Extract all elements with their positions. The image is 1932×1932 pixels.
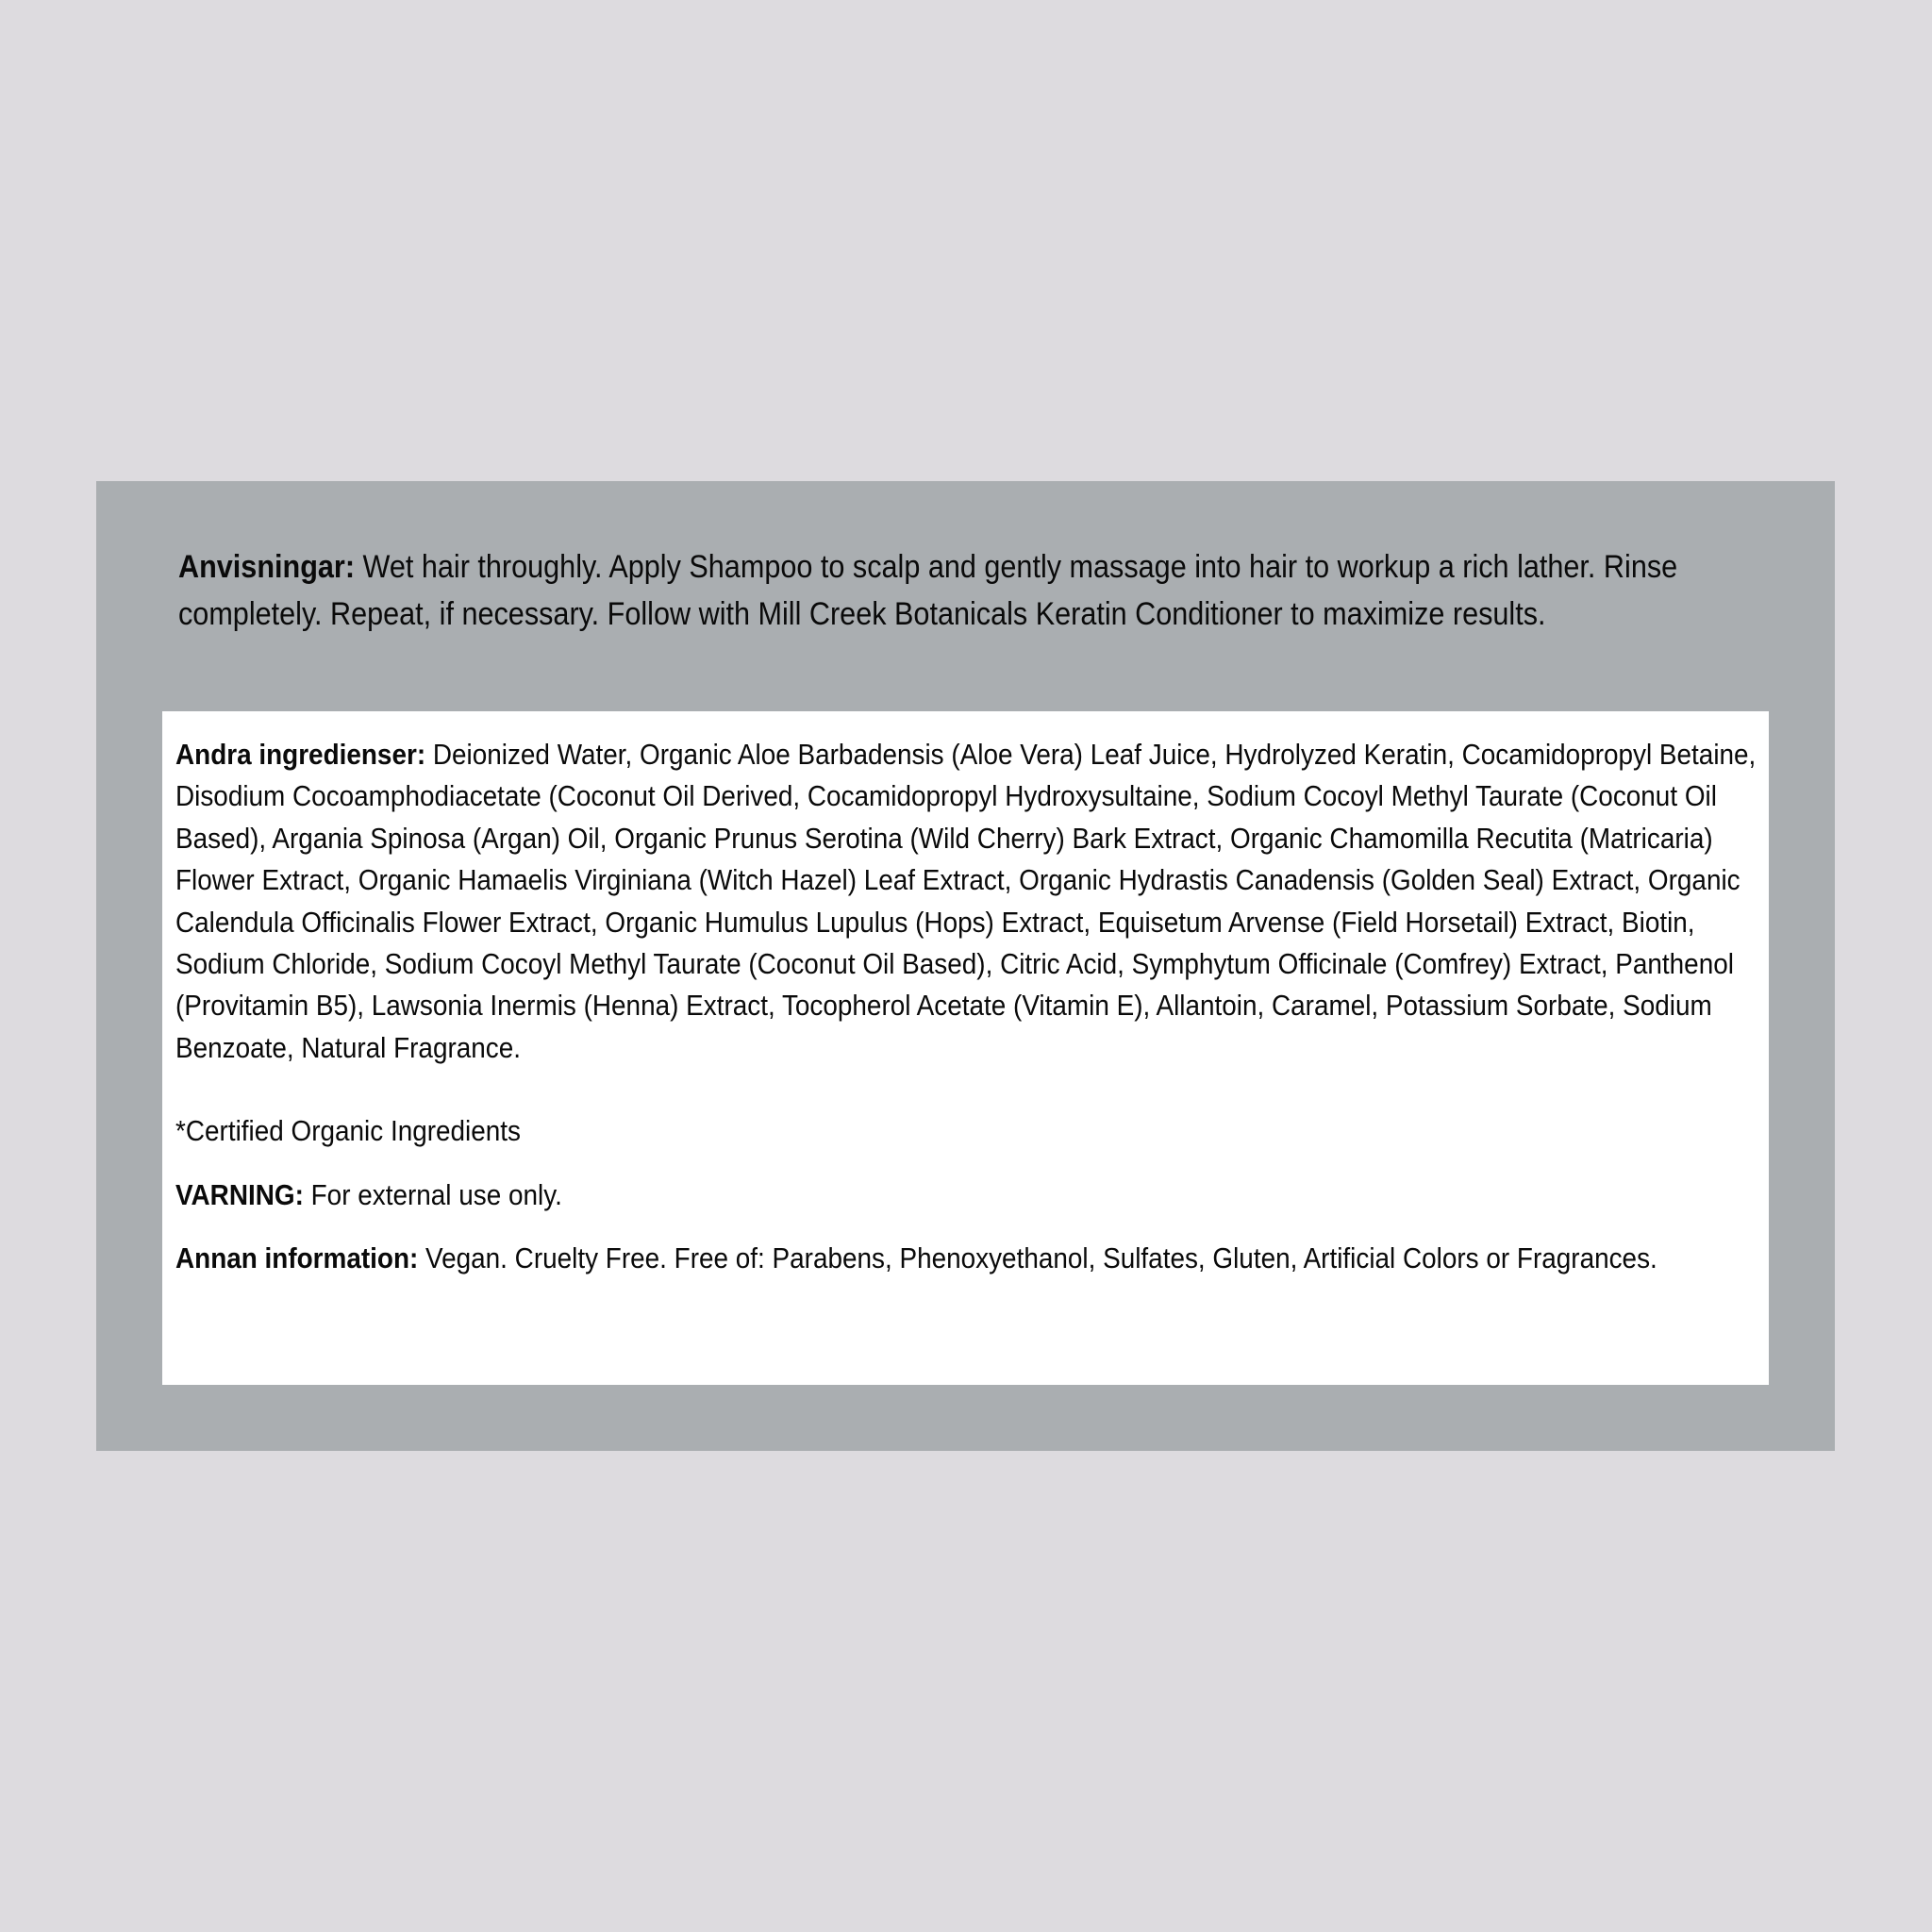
ingredients-paragraph xyxy=(175,734,1763,1069)
certified-note: *Certified Organic Ingredients xyxy=(175,1114,521,1148)
warning-text: For external use only. xyxy=(303,1177,562,1211)
other-info-label: Annan information: xyxy=(175,1241,419,1275)
ingredients-box xyxy=(162,711,1769,1385)
other-info-paragraph xyxy=(175,1238,1763,1279)
ingredients-content xyxy=(175,734,1763,1279)
label-panel xyxy=(96,481,1835,1451)
warning-paragraph xyxy=(175,1174,1763,1216)
warning-label: VARNING: xyxy=(175,1177,304,1211)
other-info-text: Vegan. Cruelty Free. Free of: Parabens, Phenoxyethanol, Sulfates, Gluten, Artificial Colors or Fragrances. xyxy=(418,1241,1657,1275)
directions-label: Anvisningar: xyxy=(178,549,356,585)
directions-paragraph xyxy=(178,543,1774,638)
ingredients-label: Andra ingredienser: xyxy=(175,738,426,771)
directions-text: Wet hair throughly. Apply Shampoo to scalp and gently massage into hair to workup a rich lather. Rinse completely. Repeat, if necessary. Follow with Mill Creek Botanicals Keratin Conditioner to maximize results. xyxy=(178,549,1678,632)
ingredients-text: Deionized Water, Organic Aloe Barbadensis (Aloe Vera) Leaf Juice, Hydrolyzed Keratin, Cocamidopropyl Betaine, Disodium Cocoamphodiacetate (Coconut Oil Derived, Cocamidopropyl Hydroxysultaine, Sodium Cocoyl Methyl Taurate (Coconut Oil Based), Argania Spinosa (Argan) Oil, Organic Prunus Serotina (Wild Cherry) Bark Extract, Organic Chamomilla Recutita (Matricaria) Flower Extract, Organic Hamaelis Virginiana (Witch Hazel) Leaf Extract, Organic Hydrastis Canadensis (Golden Seal) Extract, Organic Calendula Officinalis Flower Extract, Organic Humulus Lupulus (Hops) Extract, Equisetum Arvense (Field Horsetail) Extract, Biotin, Sodium Chloride, Sodium Cocoyl Methyl Taurate (Coconut Oil Based), Citric Acid, Symphytum Officinale (Comfrey) Extract, Panthenol (Provitamin B5), Lawsonia Inermis (Henna) Extract, Tocopherol Acetate (Vitamin E), Allantoin, Caramel, Potassium Sorbate, Sodium Benzoate, Natural Fragrance. xyxy=(175,738,1757,1064)
